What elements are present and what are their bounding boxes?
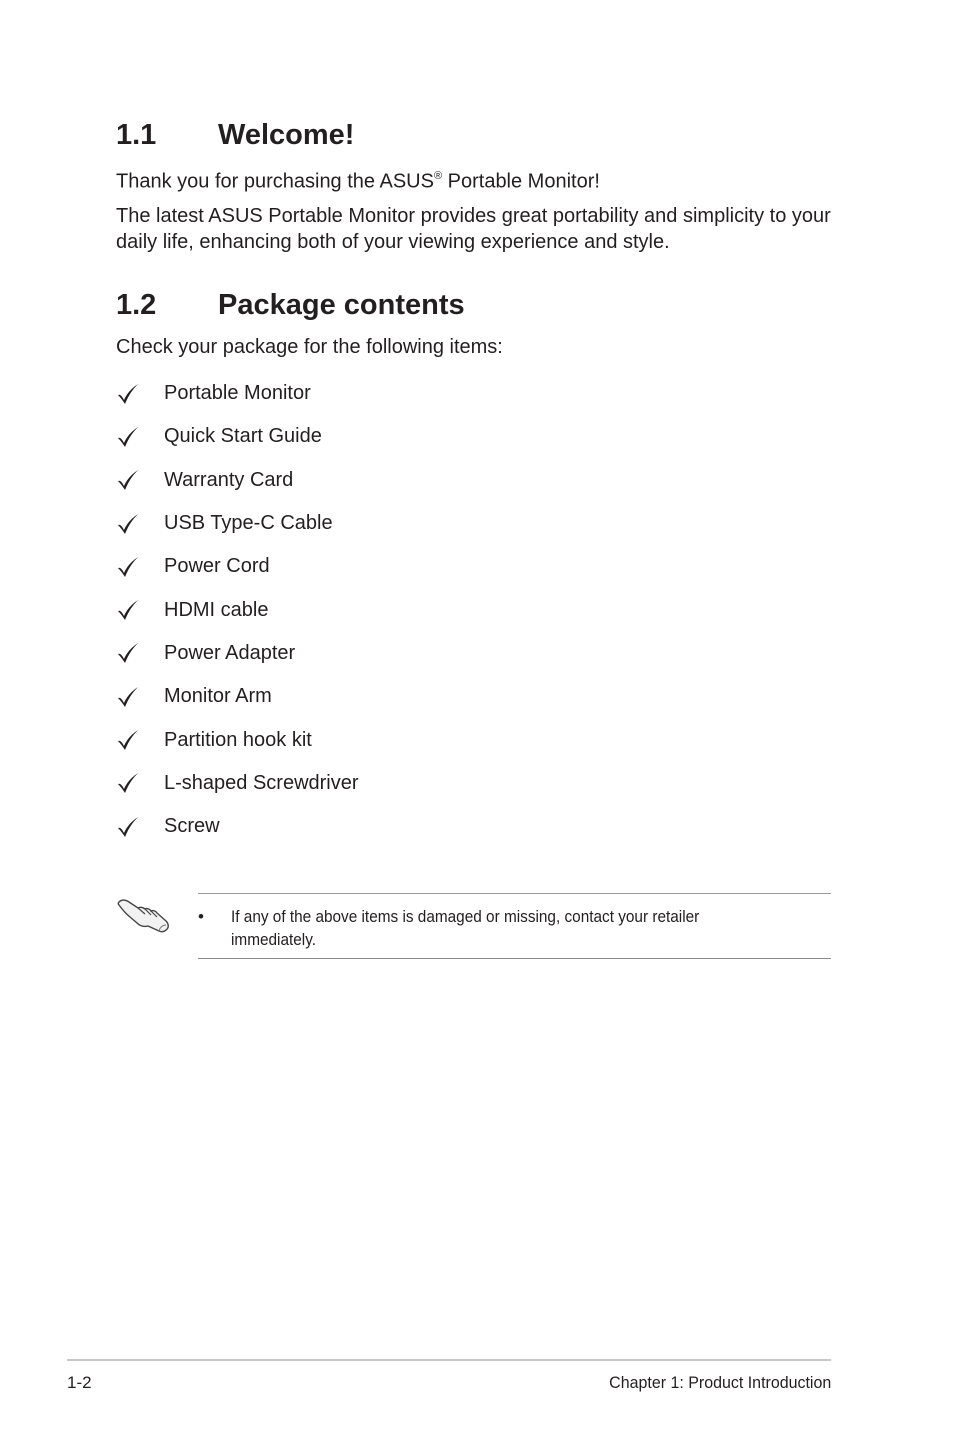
checklist-item xyxy=(116,718,359,761)
note-box xyxy=(198,893,831,959)
checkmark-icon xyxy=(116,725,164,755)
page-number: 1-2 xyxy=(67,1373,92,1392)
checkmark-icon xyxy=(116,422,164,452)
section-heading-package-contents xyxy=(116,291,465,320)
checklist-item xyxy=(116,805,359,848)
checklist-item-label: L-shaped Screwdriver xyxy=(164,771,359,794)
section-heading-welcome xyxy=(116,121,354,150)
checklist-item xyxy=(116,372,359,415)
checklist-item xyxy=(116,632,359,675)
checkmark-icon xyxy=(116,379,164,409)
checklist-item xyxy=(116,588,359,631)
section-number: 1.1 xyxy=(116,119,157,151)
checklist-item-label: Partition hook kit xyxy=(164,728,312,751)
checklist-item-label: Screw xyxy=(164,815,220,838)
checkmark-icon xyxy=(116,812,164,842)
section-title: Package contents xyxy=(218,289,465,321)
checklist-item xyxy=(116,675,359,718)
checklist-item xyxy=(116,415,359,458)
welcome-paragraph-description: The latest ASUS Portable Monitor provides great portability and simplicity to your daily life, enhancing both of your viewing experience and style. xyxy=(116,205,831,253)
registered-mark: ® xyxy=(433,170,443,182)
checkmark-icon xyxy=(116,768,164,798)
checklist-item-label: Portable Monitor xyxy=(164,382,311,405)
welcome-paragraph-thanks xyxy=(116,164,836,195)
checkmark-icon xyxy=(116,595,164,625)
package-intro: Check your package for the following items: xyxy=(116,336,503,358)
pointing-hand-icon xyxy=(116,892,172,934)
checklist-item-label: Power Adapter xyxy=(164,641,296,664)
footer-divider xyxy=(67,1359,831,1361)
thanks-text: Thank you for purchasing the ASUS xyxy=(116,170,434,193)
package-checklist xyxy=(116,372,359,848)
checklist-item-label: Quick Start Guide xyxy=(164,425,322,448)
checklist-item xyxy=(116,762,359,805)
chapter-title: Chapter 1: Product Introduction xyxy=(608,1373,831,1392)
checklist-item xyxy=(116,459,359,502)
checklist-item-label: USB Type-C Cable xyxy=(164,512,333,535)
checkmark-icon xyxy=(116,682,164,712)
section-title: Welcome! xyxy=(218,119,355,151)
checklist-item-label: Monitor Arm xyxy=(164,685,272,708)
checklist-item xyxy=(116,545,359,588)
checklist-item xyxy=(116,502,359,545)
checkmark-icon xyxy=(116,465,164,495)
checklist-item-label: Power Cord xyxy=(164,555,270,578)
section-number: 1.2 xyxy=(116,289,157,321)
checkmark-icon xyxy=(116,552,164,582)
checklist-item-label: Warranty Card xyxy=(164,468,294,491)
note-bullet: • xyxy=(198,907,204,926)
checkmark-icon xyxy=(116,638,164,668)
thanks-text-end: Portable Monitor! xyxy=(442,170,600,193)
note-text: If any of the above items is damaged or missing, contact your retailer immediately. xyxy=(231,908,700,949)
checkmark-icon xyxy=(116,509,164,539)
checklist-item-label: HDMI cable xyxy=(164,598,269,621)
